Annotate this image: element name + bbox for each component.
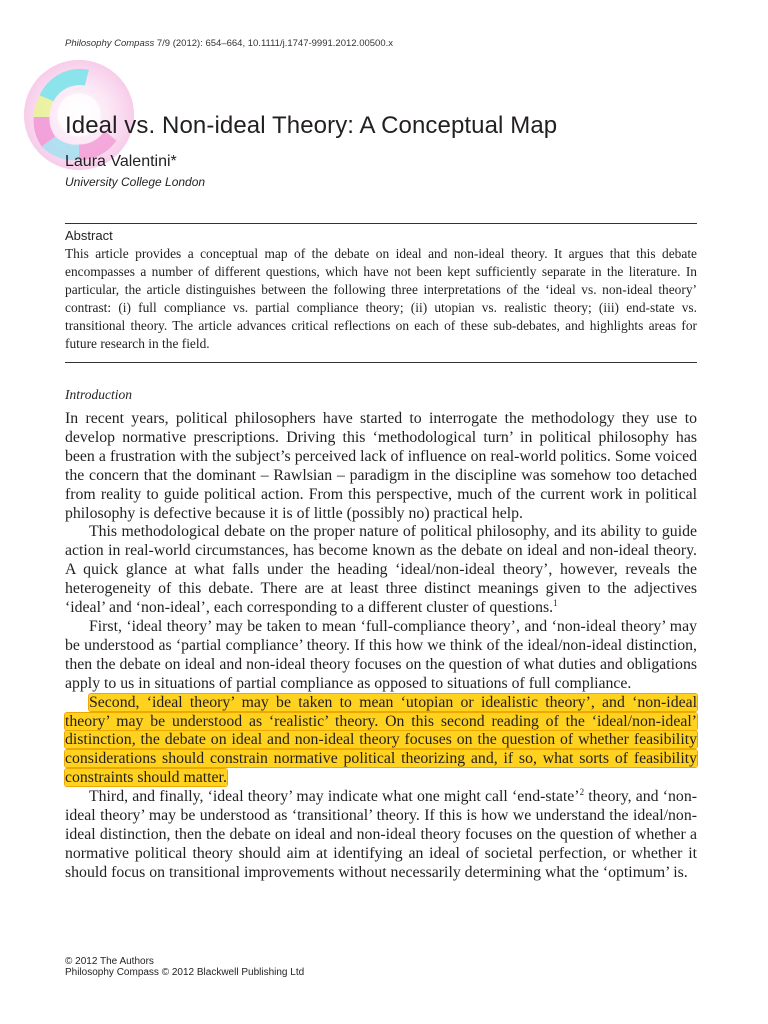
running-head xyxy=(65,38,393,49)
journal-name: Philosophy Compass xyxy=(65,38,155,49)
paragraph-5-text-b: theory, and ‘non-ideal theory’ may be understood as ‘transitional’ theory. If this is how we understand the ideal/non-ideal distinction, then the debate on ideal and non-ideal theory focuses on the question of whether a normative political theory should aim at identifying an ideal of societal perfection, or whether it should focus on transitional improvements without necessarily determining what the ‘optimum’ is. xyxy=(65,788,697,881)
paragraph-4 xyxy=(65,694,697,789)
abstract-text: This article provides a conceptual map of the debate on ideal and non-ideal theory. It argues that this debate encompasses a number of different questions, which have not been kept sufficiently separate in the literature. In particular, the article distinguishes between the following three interpretations of the ‘ideal vs. non-ideal theory’ contrast: (i) full compliance vs. partial compliance theory; (ii) utopian vs. realistic theory; (iii) end-state vs. transitional theory. The article advances critical reflections on each of these sub-debates, and highlights areas for future research in the field. xyxy=(65,246,697,351)
paragraph-3: First, ‘ideal theory’ may be taken to mean ‘full-compliance theory’, and ‘non-ideal theory’ may be understood as ‘partial compliance’ theory. If this how we think of the ideal/non-ideal distinction, then the debate on ideal and non-ideal theory focuses on the question of what duties and obligations apply to us in situations of partial compliance as opposed to situations of full compliance. xyxy=(65,617,697,692)
author-name: Laura Valentini* xyxy=(65,153,177,170)
citation: 7/9 (2012): 654–664, 10.1111/j.1747-9991.2012.00500.x xyxy=(154,38,394,49)
paragraph-2-text: This methodological debate on the proper nature of political philosophy, and its ability to guide action in real-world circumstances, has become known as the debate on ideal and non-ideal theory. A quick glance at what falls under the heading ‘ideal/non-ideal theory’, however, reveals the heterogeneity of this debate. There are at least three distinct meanings given to the adjectives ‘ideal’ and ‘non-ideal’, each corresponding to a different cluster of questions. xyxy=(65,523,697,617)
author-affiliation: University College London xyxy=(65,175,206,189)
copyright-line-2: Philosophy Compass © 2012 Blackwell Publishing Ltd xyxy=(65,967,305,978)
paragraph-5 xyxy=(65,788,697,883)
highlighted-passage: Second, ‘ideal theory’ may be taken to mean ‘utopian or idealistic theory’, and ‘non-ideal theory’ may be understood as ‘realistic’ theory. On this second reading of the ‘ideal/non-ideal’ distinction, the debate on ideal and non-ideal theory focuses on the question of whether feasibility considerations should constrain normative political theorizing and, if so, what sorts of feasibility constraints should matter. xyxy=(65,693,697,787)
article-title: Ideal vs. Non-ideal Theory: A Conceptual Map xyxy=(65,112,558,139)
copyright-line-1: © 2012 The Authors xyxy=(65,956,154,967)
section-heading: Introduction xyxy=(65,387,132,402)
paragraph-5-text-a: Third, and finally, ‘ideal theory’ may indicate what one might call ‘end-state’ xyxy=(89,788,580,806)
body-text xyxy=(65,410,697,883)
footnote-marker-2: 2 xyxy=(579,787,585,798)
abstract-top-rule xyxy=(65,223,697,224)
abstract-bottom-rule xyxy=(65,362,697,363)
abstract-label: Abstract xyxy=(65,228,113,243)
footnote-marker-1: 1 xyxy=(553,598,558,609)
paragraph-1: In recent years, political philosophers have started to interrogate the methodology they use to develop normative prescriptions. Driving this ‘methodological turn’ in political philosophy has been a frustration with the subject’s perceived lack of influence on real-world politics. Some voiced the concern that the dominant – Rawlsian – paradigm in the discipline was somehow too detached from reality to guide political action. From this perspective, much of the current work in political philosophy is defective because it is of little (possibly no) practical help. xyxy=(65,410,697,522)
paragraph-2 xyxy=(65,523,697,618)
copyright-footer xyxy=(65,956,304,978)
